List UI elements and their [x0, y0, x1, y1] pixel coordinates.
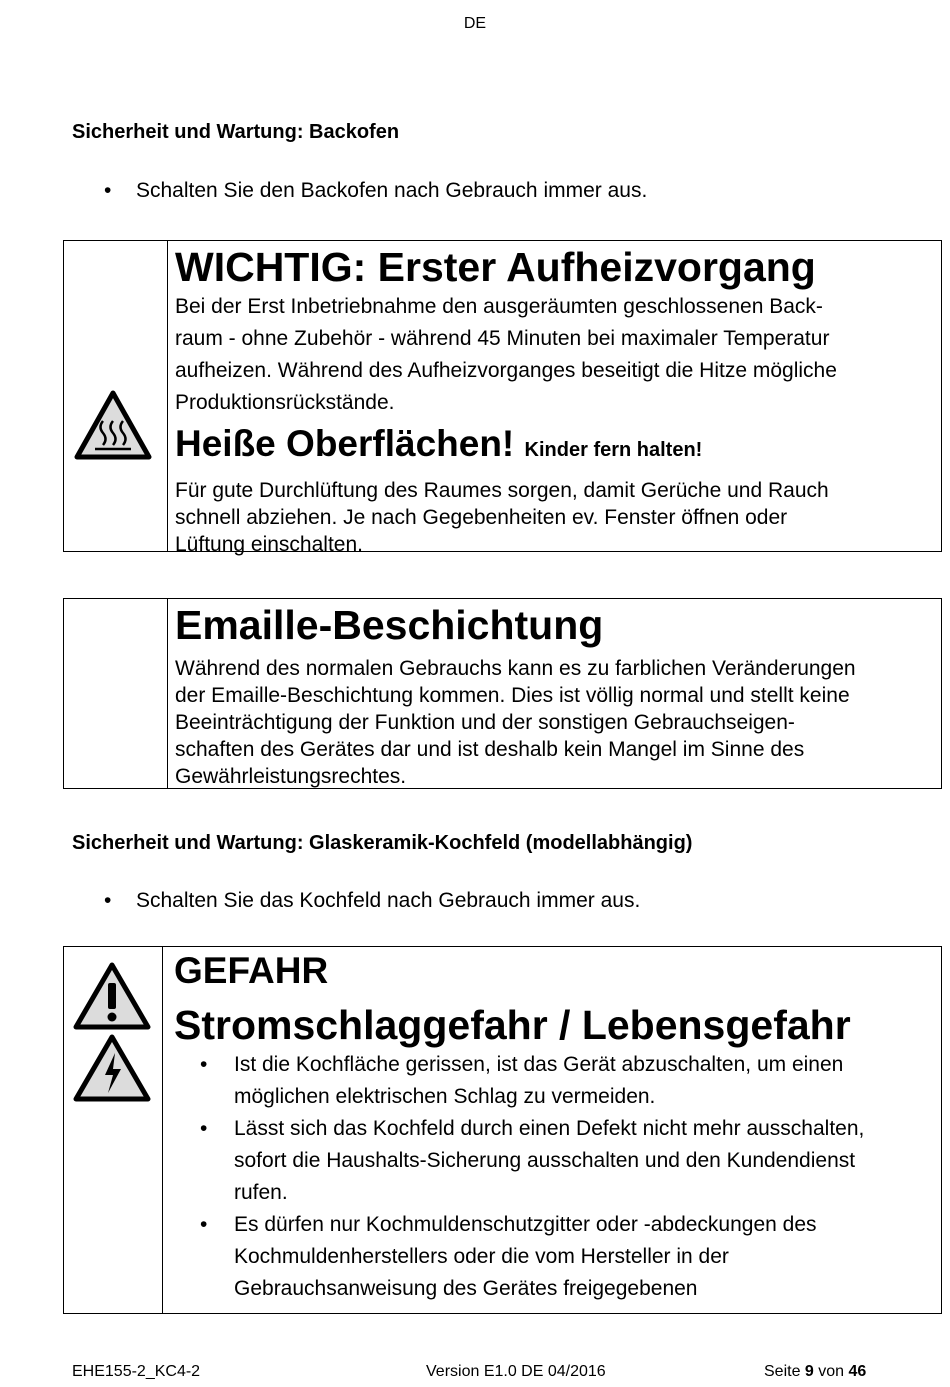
list-item-line: sofort die Haushalts-Sicherung ausschalten und den Kundendienst: [234, 1149, 856, 1172]
paragraph-line: der Emaille-Beschichtung kommen. Dies ist völlig normal und stellt keine: [175, 684, 850, 707]
paragraph-line: Bei der Erst Inbetriebnahme den ausgeräumten geschlossenen Back-: [175, 295, 823, 318]
paragraph-line: aufheizen. Während des Aufheizvorganges beseitigt die Hitze mögliche: [175, 359, 837, 382]
keep-children-away-note: Kinder fern halten!: [524, 439, 703, 461]
page-label: Seite: [764, 1363, 801, 1380]
page-current: 9: [804, 1363, 814, 1380]
page-total: 46: [848, 1363, 867, 1380]
info-box-first-heating: [63, 240, 942, 556]
language-code: DE: [463, 15, 487, 32]
paragraph-line: schaften des Gerätes dar und ist deshalb kein Mangel im Sinne des: [175, 738, 805, 761]
box-icon-cell: [64, 947, 163, 1313]
bullet-text: Schalten Sie den Backofen nach Gebrauch immer aus.: [136, 179, 648, 202]
bullet-marker: •: [200, 1053, 208, 1076]
list-item-line: möglichen elektrischen Schlag zu vermeiden.: [234, 1085, 656, 1108]
paragraph-line: Lüftung einschalten.: [175, 533, 363, 556]
box-content: [175, 241, 935, 558]
box-icon-cell: [64, 241, 168, 551]
info-box-enamel: [63, 598, 942, 789]
list-item-line: Kochmuldenherstellers oder die vom Hersteller in der: [234, 1245, 729, 1268]
danger-subtitle: Stromschlaggefahr / Lebensgefahr: [174, 1002, 851, 1048]
section-heading-oven: Sicherheit und Wartung: Backofen: [72, 121, 400, 143]
list-item: [174, 1113, 935, 1209]
danger-list: [174, 1049, 935, 1305]
hot-surface-title: Heiße Oberflächen!: [175, 423, 515, 464]
box-title: WICHTIG: Erster Aufheizvorgang: [175, 244, 816, 290]
list-item-line: Gebrauchsanweisung des Gerätes freigegebenen: [234, 1277, 698, 1300]
bullet-marker: •: [104, 889, 112, 912]
paragraph-line: Für gute Durchlüftung des Raumes sorgen, damit Gerüche und Rauch: [175, 479, 829, 502]
box-content: [175, 599, 935, 790]
list-item: [104, 179, 647, 203]
list-item-line: Es dürfen nur Kochmuldenschutzgitter oder -abdeckungen des: [234, 1213, 817, 1236]
list-item-line: Lässt sich das Kochfeld durch einen Defekt nicht mehr ausschalten,: [234, 1117, 865, 1140]
footer-page-number: [764, 1363, 866, 1381]
page-of-label: von: [818, 1363, 845, 1380]
bullet-text: Schalten Sie das Kochfeld nach Gebrauch immer aus.: [136, 889, 641, 912]
section-heading-hob: Sicherheit und Wartung: Glaskeramik-Kochfeld (modellabhängig): [72, 832, 693, 854]
list-item: [174, 1049, 935, 1113]
bullet-marker: •: [104, 179, 112, 202]
hot-surface-warning: [175, 421, 935, 473]
footer-model: EHE155-2_KC4-2: [72, 1363, 201, 1380]
box-icon-cell: [64, 599, 168, 788]
box-title: Emaille-Beschichtung: [175, 602, 604, 648]
list-item-line: Ist die Kochfläche gerissen, ist das Gerät abzuschalten, um einen: [234, 1053, 844, 1076]
box-content: [174, 947, 935, 1305]
list-item-line: rufen.: [234, 1181, 288, 1204]
hot-surface-warning-icon: [73, 389, 153, 461]
warning-box-danger: [63, 946, 942, 1314]
paragraph-line: schnell abziehen. Je nach Gegebenheiten ev. Fenster öffnen oder: [175, 506, 788, 529]
bullet-marker: •: [200, 1213, 208, 1236]
general-warning-icon: [72, 961, 152, 1031]
paragraph-line: Beeinträchtigung der Funktion und der sonstigen Gebrauchseigen-: [175, 711, 795, 734]
footer-version: Version E1.0 DE 04/2016: [426, 1363, 606, 1380]
paragraph-line: raum - ohne Zubehör - während 45 Minuten bei maximaler Temperatur: [175, 327, 830, 350]
paragraph-line: Gewährleistungsrechtes.: [175, 765, 407, 788]
electric-shock-warning-icon: [72, 1033, 152, 1103]
paragraph-line: Während des normalen Gebrauchs kann es zu farblichen Veränderungen: [175, 657, 856, 680]
bullet-marker: •: [200, 1117, 208, 1140]
paragraph-line: Produktionsrückstände.: [175, 391, 395, 414]
list-item: [104, 889, 640, 913]
list-item: [174, 1209, 935, 1305]
danger-title: GEFAHR: [174, 950, 329, 991]
